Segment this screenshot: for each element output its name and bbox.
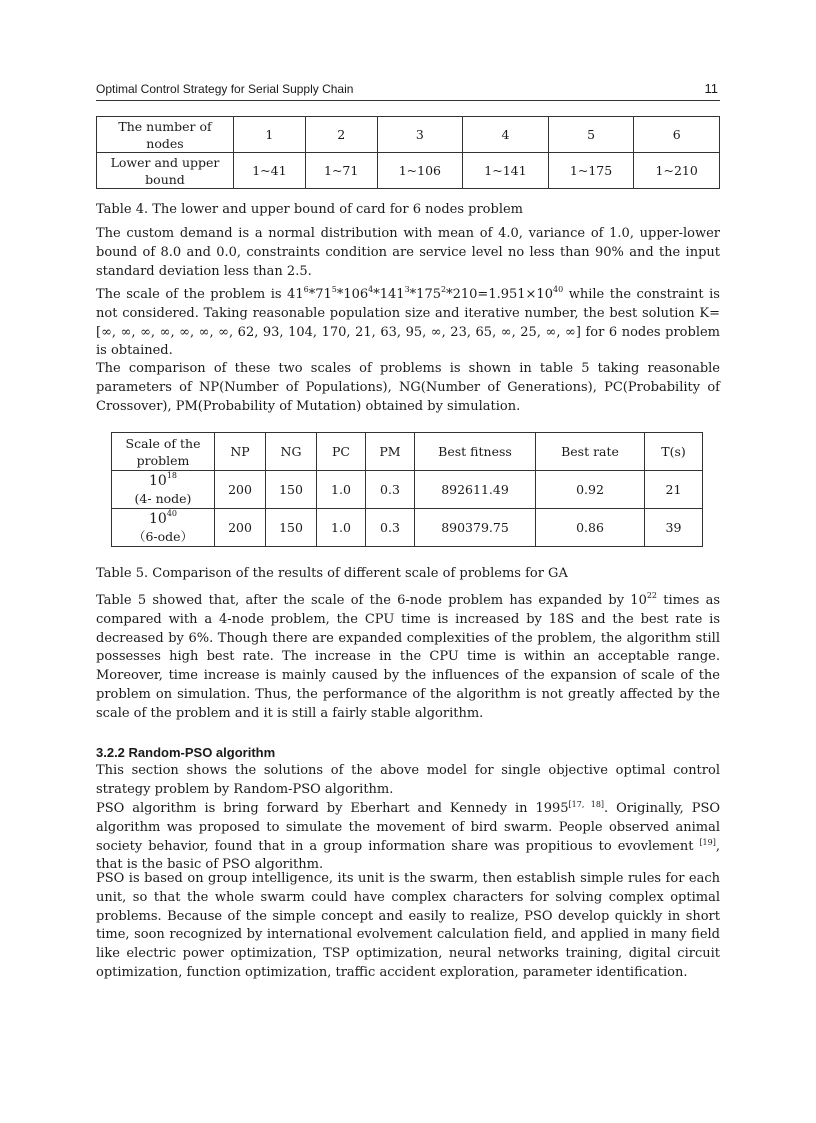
problem-scale-formula: $41^6*71^5*106^4*141^3*175^2*210=1.951\times 10^{40}$	[287, 285, 564, 302]
table-cell: 200	[215, 509, 266, 547]
table-5-caption: Table 5. Comparison of the results of different scale of problems for GA	[96, 566, 568, 581]
table-cell: 5	[548, 117, 634, 153]
table-cell: 1.0	[317, 471, 366, 509]
paragraph: The scale of the problem is $41^6*71^5*106^4*141^3*175^2*210=1.951\times 10^{40}$ while the constraint is not considered. Taking reasonable population size and iterative number, the best solution K=[∞, ∞, ∞, ∞, ∞, ∞, ∞, 62, 93, 104, 170, 21, 63, 95, ∞, 23, 65, ∞, 25, ∞, ∞] for 6 nodes problem is obtained.	[96, 285, 720, 359]
table-cell: 0.3	[366, 509, 415, 547]
paragraph: PSO algorithm is bring forward by Eberhart and Kennedy in 1995[17, 18]. Originally, PSO algorithm was proposed to simulate the movement of bird swarm. People observed animal society behavior, found that in a group information share was propitious to evovlement [19], that is the basic of PSO algorithm.	[96, 800, 721, 873]
scale-value: $10^{40}$	[148, 508, 177, 527]
paragraph: The comparison of these two scales of problems is shown in table 5 taking reasonable parameters of NP(Number of Populations), NG(Number of Generations), PC(Probability of Crossover), PM(Probability of Mutation) obtained by simulation.	[96, 361, 720, 414]
table-cell: 1~175	[548, 153, 634, 189]
table-cell: 21	[645, 471, 703, 509]
paragraph: Table 5 showed that, after the scale of the 6-node problem has expanded by $10^{22}$ times as compared with a 4-node problem, the CPU time is increased by 18S and the best rate is decreased by 6%. Though there are expanded complexities of the problem, the algorithm still possesses high best rate. The increase in the CPU time is within an acceptable range. Moreover, time increase is mainly caused by the influences of the expansion of scale of the problem on simulation. Thus, the performance of the algorithm is not greatly affected by the scale of the problem and it is still a fairly stable algorithm.	[96, 591, 720, 721]
table-cell: 0.86	[536, 509, 645, 547]
table-cell: 39	[645, 509, 703, 547]
table-header-cell: PM	[366, 433, 415, 471]
table-cell: 6	[634, 117, 720, 153]
paragraph: The custom demand is a normal distribution with mean of 4.0, variance of 1.0, upper-lower bound of 8.0 and 0.0, constraints condition are service level no less than 90% and the input standard deviation less than 2.5.	[96, 226, 720, 279]
table-cell: 4	[463, 117, 549, 153]
citation: [17, 18]	[568, 800, 605, 809]
table-cell: 150	[266, 509, 317, 547]
table-cell: 0.92	[536, 471, 645, 509]
scale-label: （6-ode）	[132, 528, 194, 544]
table-row	[112, 509, 703, 547]
table-header-cell: NG	[266, 433, 317, 471]
power-value: $10^{22}$	[630, 591, 658, 608]
table-cell: The number of nodes	[97, 117, 234, 153]
table-cell: 892611.49	[415, 471, 536, 509]
running-title: Optimal Control Strategy for Serial Supply Chain	[96, 82, 354, 96]
table-cell: Lower and upper bound	[97, 153, 234, 189]
table-cell: 150	[266, 471, 317, 509]
table-cell: 200	[215, 471, 266, 509]
table-cell: 3	[377, 117, 463, 153]
table-cell: 0.3	[366, 471, 415, 509]
table-cell: 2	[305, 117, 377, 153]
running-header	[96, 80, 720, 101]
paragraph: This section shows the solutions of the above model for single objective optimal control strategy problem by Random-PSO algorithm.	[96, 763, 720, 797]
table-cell: 1.0	[317, 509, 366, 547]
table-header-cell: T(s)	[645, 433, 703, 471]
table-row	[97, 117, 720, 153]
table-cell	[112, 471, 215, 509]
table-header-row	[112, 433, 703, 471]
table-cell: 890379.75	[415, 509, 536, 547]
table-4	[96, 116, 720, 189]
table-header-cell: NP	[215, 433, 266, 471]
citation: [19]	[699, 837, 716, 847]
scale-value: $10^{18}$	[148, 470, 177, 489]
table-header-cell: Scale of the problem	[112, 433, 215, 471]
table-cell: 1~106	[377, 153, 463, 189]
paragraph: PSO is based on group intelligence, its unit is the swarm, then establish simple rules for each unit, so that the whole swarm could have complex characters for solving complex optimal problems. Because of the simple concept and easily to realize, PSO develop quickly in short time, soon recognized by international evolvement calculation field, and applied in many field like electric power optimization, TSP optimization, neural networks training, digital circuit optimization, function optimization, traffic accident exploration, parameter identification.	[96, 871, 720, 980]
table-cell: 1	[234, 117, 306, 153]
table-cell: 1~71	[305, 153, 377, 189]
table-header-cell: Best rate	[536, 433, 645, 471]
table-row	[112, 471, 703, 509]
page-number: 11	[704, 81, 718, 96]
table-header-cell: Best fitness	[415, 433, 536, 471]
section-heading: 3.2.2 Random-PSO algorithm	[96, 745, 276, 760]
table-header-cell: PC	[317, 433, 366, 471]
table-cell: 1~141	[463, 153, 549, 189]
scale-label: (4- node)	[134, 490, 192, 506]
table-row	[97, 153, 720, 189]
table-5	[111, 432, 703, 547]
table-cell: 1~41	[234, 153, 306, 189]
table-4-caption: Table 4. The lower and upper bound of card for 6 nodes problem	[96, 202, 523, 217]
table-cell: 1~210	[634, 153, 720, 189]
table-cell	[112, 509, 215, 547]
